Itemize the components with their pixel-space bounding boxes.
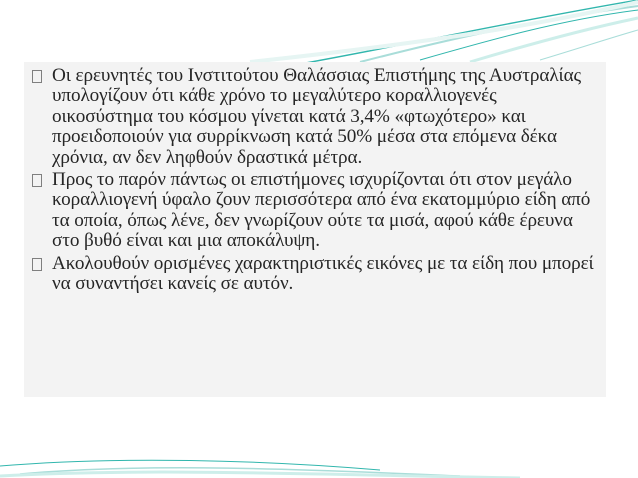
bullet-text: Οι ερευνητές του Ινστιτούτου Θαλάσσιας Επιστήμης της Αυστραλίας υπολογίζουν ότι κάθε χρόνο το μεγαλύτερο κοραλλιογενές οικοσύστημα του κόσμου γίνεται κατά 3,4% «φτωχότερο» και προειδοποιούν για συρρίκνωση κατά 50% μέσα στα επόμενα δέκα χρόνια, αν δεν ληφθούν δραστικά μέτρα. (52, 65, 582, 168)
bullet-marker-icon (32, 70, 42, 83)
bullet-marker-icon (32, 174, 42, 187)
bullet-text: Ακολουθούν ορισμένες χαρακτηριστικές εικόνες με τα είδη που μπορεί να συναντήσει κανείς σε αυτόν. (52, 252, 594, 295)
bullet-text: Προς το παρόν πάντως οι επιστήμονες ισχυρίζονται ότι στον μεγάλο κοραλλιογενή ύφαλο ζουν περισσότερα από ένα εκατομμύριο είδη από τα οποία, όπως λένε, δεν γνωρίζουν ούτε τα μισά, αφού κάθε έρευνα στο βυθό είναι και μια αποκάλυψη. (52, 169, 591, 252)
bullet-item (30, 254, 600, 295)
bullet-marker-icon (32, 258, 42, 271)
bullet-list (30, 66, 600, 296)
bullet-item (30, 66, 600, 168)
bullet-item (30, 170, 600, 252)
